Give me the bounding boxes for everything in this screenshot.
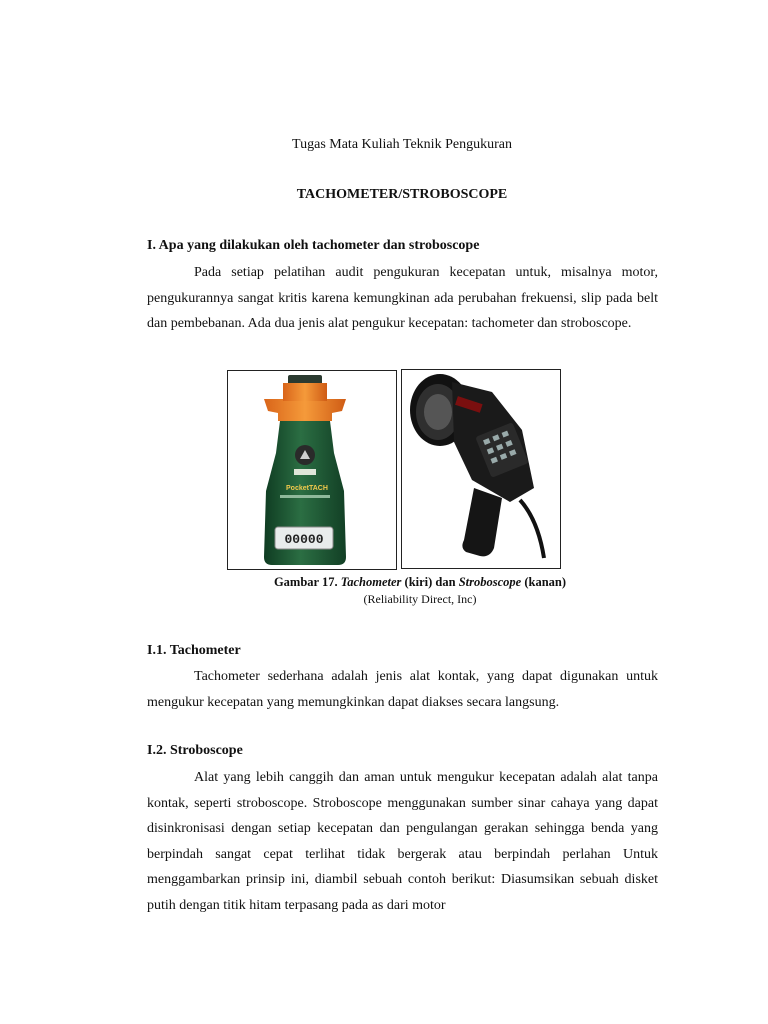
caption-suffix: (kanan)	[521, 575, 567, 589]
caption-prefix: Gambar 17.	[273, 575, 341, 589]
caption-term-tachometer: Tachometer	[340, 575, 402, 589]
stroboscope-illustration	[402, 370, 560, 568]
section-heading-1-1: I.1. Tachometer	[147, 643, 241, 658]
section-heading-1: I. Apa yang dilakukan oleh tachometer dan stroboscope	[147, 238, 480, 253]
caption-mid: (kiri) dan	[401, 575, 459, 589]
course-title: Tugas Mata Kuliah Teknik Pengukuran	[292, 137, 512, 152]
section-1-1-paragraph: Tachometer sederhana adalah jenis alat kontak, yang dapat digunakan untuk mengukur kecepatan yang memungkinkan dapat diakses secara langsung.	[147, 669, 658, 710]
section-1-2-paragraph: Alat yang lebih canggih dan aman untuk mengukur kecepatan adalah alat tanpa kontak, seperti stroboscope. Stroboscope menggunakan sumber sinar cahaya yang dapat disinkronisasi dengan setiap kecepatan dan pengulangan gerakan sehingga benda yang berpindah sangat cepat terlihat tidak bergerak atau berpindah perlahan Untuk menggambarkan prinsip ini, diambil sebuah contoh berikut: Diasumsikan sebuah disket putih dengan titik hitam terpasang pada as dari motor	[147, 770, 658, 913]
tachometer-display-readout: 00000	[284, 532, 324, 547]
caption-term-stroboscope: Stroboscope	[458, 575, 522, 589]
tachometer-image	[227, 370, 397, 570]
tachometer-brand-label: PocketTACH	[286, 485, 328, 492]
figure-source: (Reliability Direct, Inc)	[363, 592, 477, 606]
document-title: TACHOMETER/STROBOSCOPE	[296, 187, 508, 202]
stroboscope-image	[401, 369, 561, 569]
tachometer-illustration	[228, 371, 396, 569]
figure-caption	[235, 575, 605, 590]
section-heading-1-2: I.2. Stroboscope	[147, 743, 243, 758]
section-1-paragraph: Pada setiap pelatihan audit pengukuran kecepatan untuk, misalnya motor, pengukurannya sangat kritis karena kemungkinan ada perubahan frekuensi, slip pada belt dan pembebanan. Ada dua jenis alat pengukur kecepatan: tachometer dan stroboscope.	[147, 265, 658, 331]
